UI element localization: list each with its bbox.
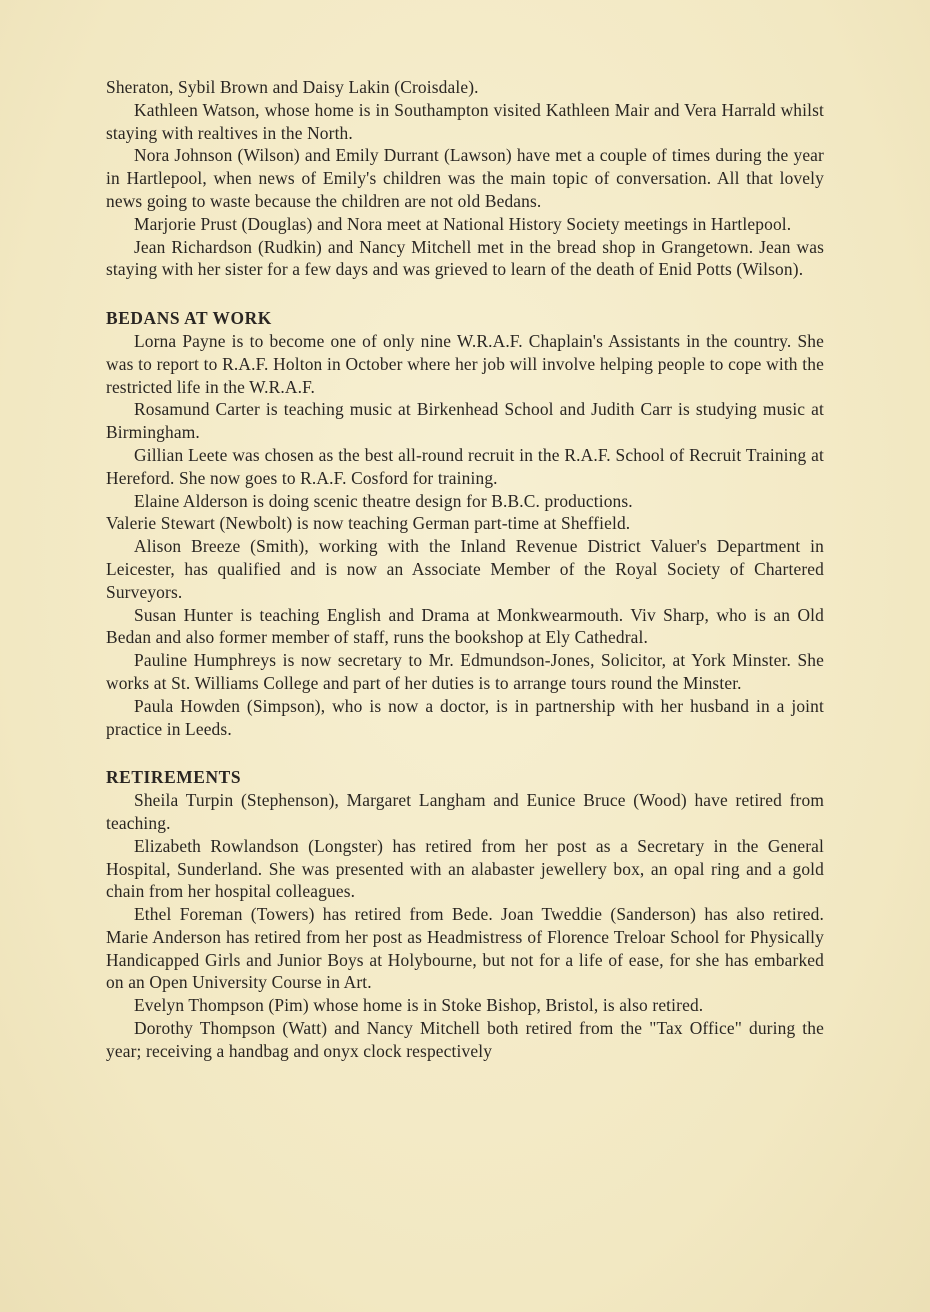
paragraph: Gillian Leete was chosen as the best all-round recruit in the R.A.F. School of Recruit Training at Hereford. She now goes to R.A.F. Cosford for training. <box>106 444 824 488</box>
paragraph: Valerie Stewart (Newbolt) is now teaching German part-time at Sheffield. <box>106 513 631 534</box>
paragraph: Marjorie Prust (Douglas) and Nora meet at National History Society meetings in Hartlepool. <box>134 213 792 234</box>
paragraph: Ethel Foreman (Towers) has retired from Bede. Joan Tweddie (Sanderson) has also retired. Marie Anderson has retired from her post as Headmistress of Florence Treloar School for Physically Handicapped Girls and Junior Boys at Holybourne, but not for a life of ease, for she has embarked on an Open University Course in Art. <box>106 904 824 993</box>
paragraph: Pauline Humphreys is now secretary to Mr. Edmundson-Jones, Solicitor, at York Minster. She works at St. Williams College and part of her duties is to arrange tours round the Minster. <box>106 650 824 693</box>
paragraph: Lorna Payne is to become one of only nine W.R.A.F. Chaplain's Assistants in the country. She was to report to R.A.F. Holton in October where her job will involve helping people to cope with the restricted life in the W.R.A.F. <box>106 330 824 397</box>
paragraph: Elaine Alderson is doing scenic theatre design for B.B.C. productions. <box>134 490 633 511</box>
paragraph: Alison Breeze (Smith), working with the Inland Revenue District Valuer's Department in Leicester, has qualified and is now an Associate Member of the Royal Society of Chartered Surveyors. <box>106 536 824 602</box>
paragraph: Kathleen Watson, whose home is in Southampton visited Kathleen Mair and Vera Harrald whilst staying with realtives in the North. <box>106 99 824 143</box>
paragraph: Nora Johnson (Wilson) and Emily Durrant (Lawson) have met a couple of times during the year in Hartlepool, when news of Emily's children was the main topic of conversation. All that lovely news going to waste because the children are not old Bedans. <box>106 145 824 211</box>
paragraph: Evelyn Thompson (Pim) whose home is in Stoke Bishop, Bristol, is also retired. <box>134 995 704 1016</box>
paragraph: Susan Hunter is teaching English and Drama at Monkwearmouth. Viv Sharp, who is an Old Bedan and also former member of staff, runs the bookshop at Ely Cathedral. <box>106 604 824 648</box>
paragraph: Elizabeth Rowlandson (Longster) has retired from her post as a Secretary in the General Hospital, Sunderland. She was presented with an alabaster jewellery box, an opal ring and a gold chain from her hospital colleagues. <box>106 835 824 902</box>
document-page <box>106 76 824 1063</box>
paragraph: Jean Richardson (Rudkin) and Nancy Mitchell met in the bread shop in Grangetown. Jean was staying with her sister for a few days and was grieved to learn of the death of Enid Potts (Wilson). <box>106 236 824 280</box>
section-heading-retirements: RETIREMENTS <box>106 767 242 788</box>
paragraph: Dorothy Thompson (Watt) and Nancy Mitchell both retired from the "Tax Office" during the year; receiving a handbag and onyx clock respectively <box>106 1018 824 1061</box>
paragraph: Paula Howden (Simpson), who is now a doctor, is in partnership with her husband in a joint practice in Leeds. <box>106 695 824 739</box>
paragraph: Rosamund Carter is teaching music at Birkenhead School and Judith Carr is studying music at Birmingham. <box>106 399 824 443</box>
paragraph: Sheraton, Sybil Brown and Daisy Lakin (Croisdale). <box>106 77 479 97</box>
section-heading-bedans-at-work: BEDANS AT WORK <box>106 308 272 329</box>
paragraph: Sheila Turpin (Stephenson), Margaret Langham and Eunice Bruce (Wood) have retired from teaching. <box>106 790 824 833</box>
